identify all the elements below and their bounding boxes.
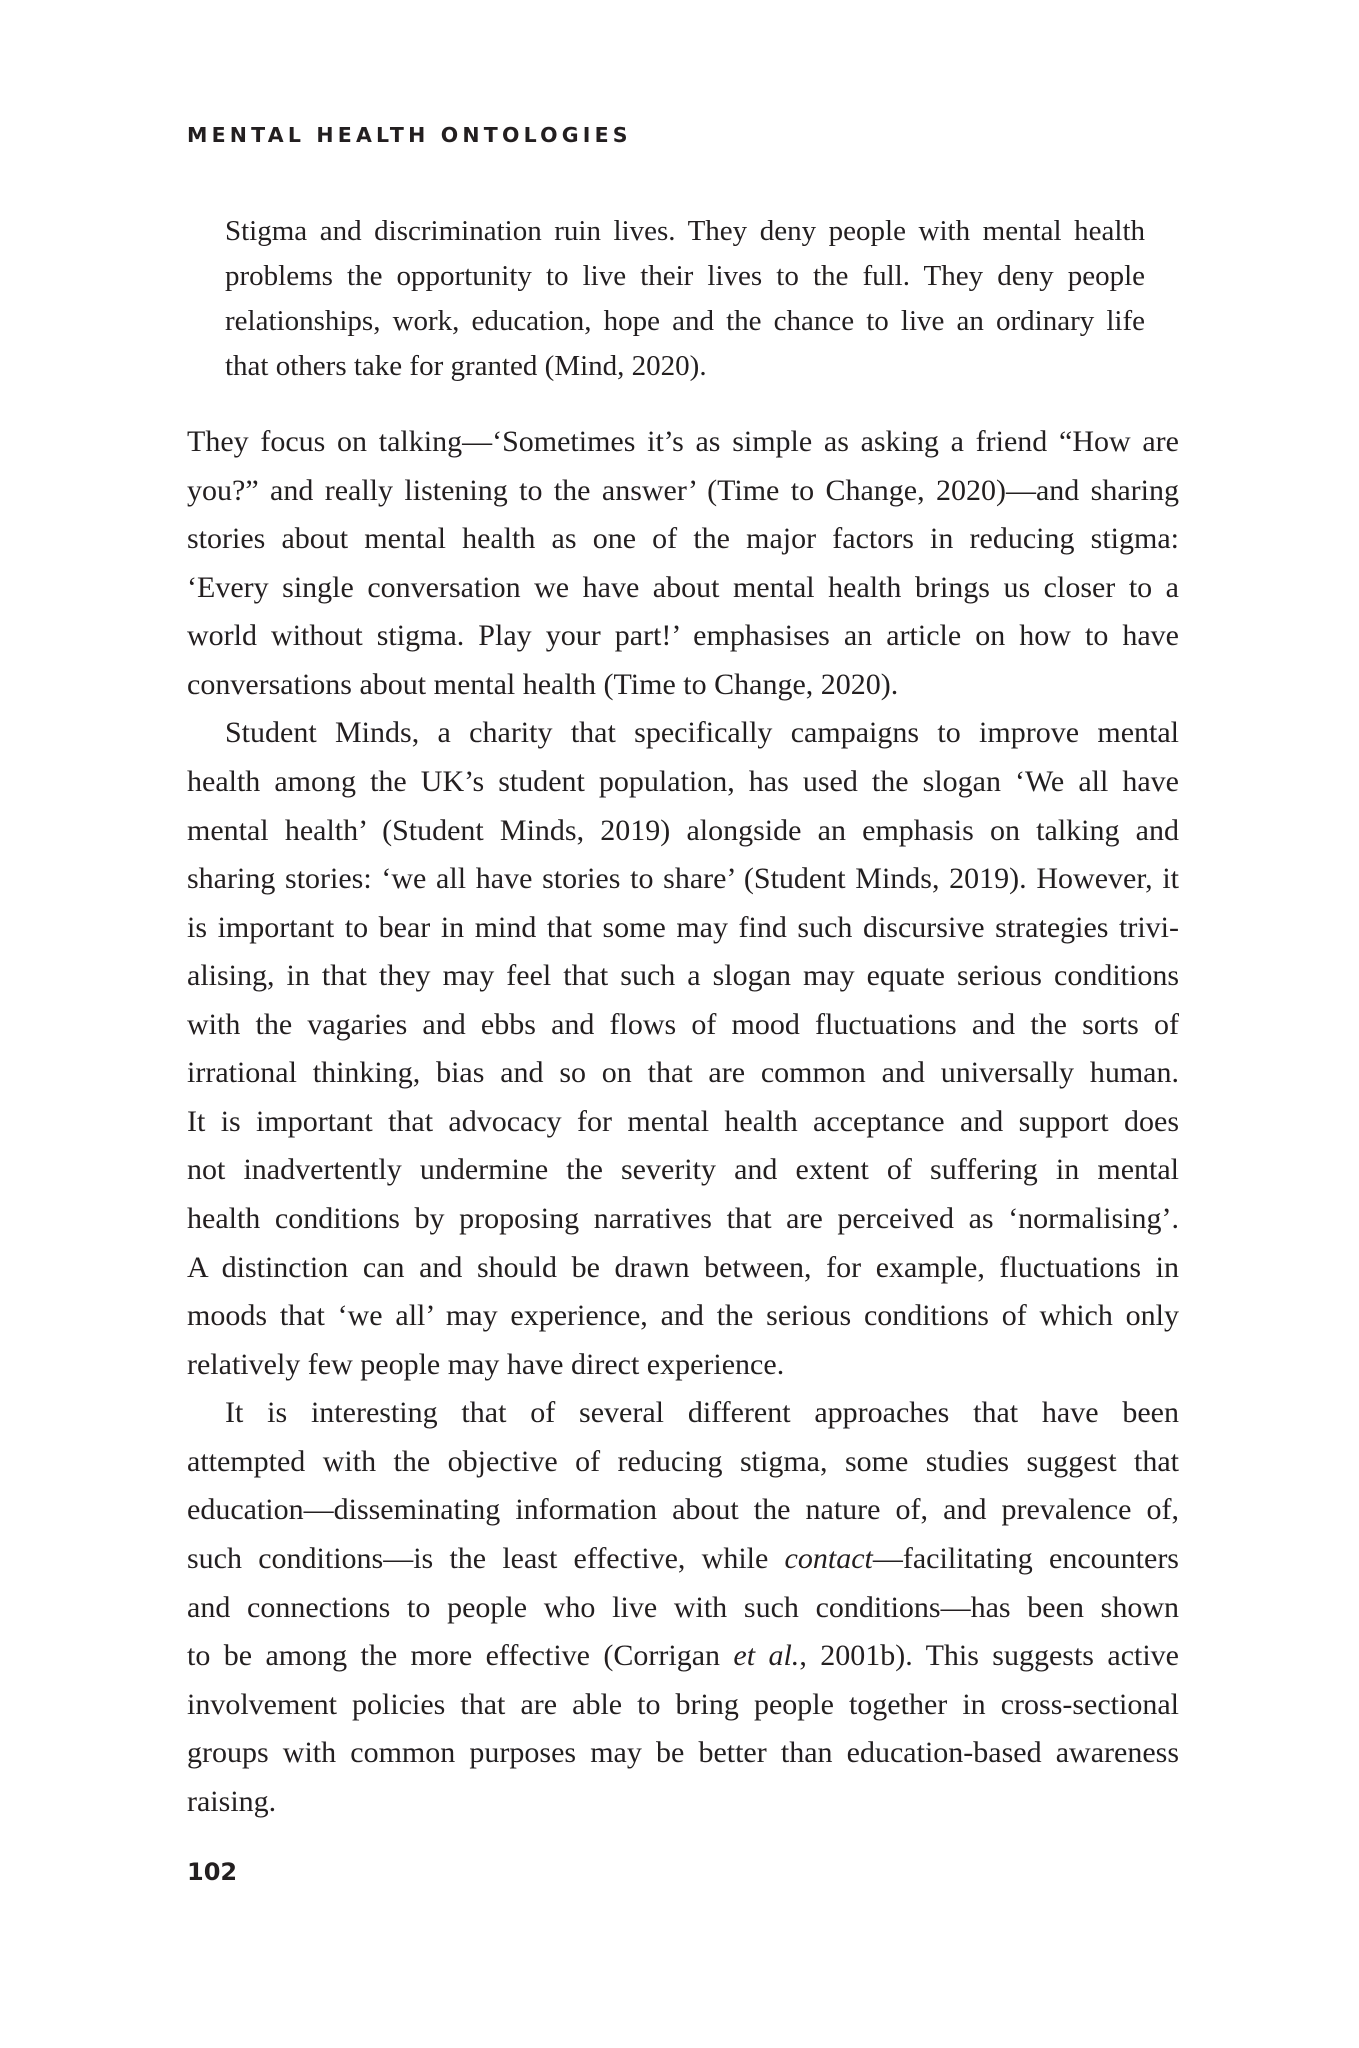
text-line	[187, 1049, 1179, 1098]
text-line	[187, 564, 1179, 613]
text-line	[187, 1001, 1179, 1050]
text-line	[187, 952, 1179, 1001]
text-line	[187, 1244, 1179, 1293]
quote-line	[225, 299, 1145, 344]
text-run: world without stigma. Play your part!’ emphasises an article on how to have	[187, 619, 1179, 653]
text-run: stories about mental health as one of the major factors in reducing stigma:	[187, 522, 1179, 556]
text-line	[187, 807, 1179, 856]
running-head: MENTAL HEALTH ONTOLOGIES	[187, 123, 632, 147]
quote-line	[225, 254, 1145, 299]
quote-line	[225, 344, 1145, 389]
text-line	[187, 904, 1179, 953]
text-line	[187, 1486, 1179, 1535]
paragraph	[187, 709, 1179, 1389]
text-line	[187, 1535, 1179, 1584]
body-text	[187, 418, 1179, 1826]
text-line	[187, 1632, 1179, 1681]
text-run: health conditions by proposing narratives that are perceived as ‘normalising’.	[187, 1202, 1179, 1235]
text-line	[187, 467, 1179, 516]
text-line	[187, 855, 1179, 904]
text-run: relatively few people may have direct experience.	[187, 1347, 785, 1381]
text-run: attempted with the objective of reducing stigma, some studies suggest that	[187, 1444, 1179, 1478]
text-run: —facilitating encounters	[872, 1541, 1179, 1575]
paragraph	[187, 1389, 1179, 1826]
text-line	[187, 612, 1179, 661]
text-line	[187, 1584, 1179, 1633]
text-line	[187, 758, 1179, 807]
text-run: It is important that advocacy for mental health acceptance and support does	[187, 1104, 1179, 1138]
block-quote	[225, 209, 1145, 389]
quote-line	[225, 209, 1145, 254]
italic-text: contact	[784, 1541, 873, 1575]
text-run: It is interesting that of several different approaches that have been	[225, 1396, 1179, 1430]
text-run: not inadvertently undermine the severity and extent of suffering in mental	[187, 1153, 1179, 1187]
text-line	[187, 1098, 1179, 1147]
text-run: and connections to people who live with such conditions—has been shown	[187, 1590, 1179, 1624]
text-line	[187, 1292, 1179, 1341]
text-run: that others take for granted (Mind, 2020).	[225, 350, 707, 382]
text-line	[187, 1729, 1179, 1778]
text-line	[187, 1438, 1179, 1487]
text-run: irrational thinking, bias and so on that are common and universally human.	[187, 1056, 1179, 1090]
text-run: They focus on talking—‘Sometimes it’s as simple as asking a friend “How are	[187, 425, 1179, 458]
text-run: mental health’ (Student Minds, 2019) alongside an emphasis on talking and	[187, 813, 1179, 847]
italic-text: et al.	[733, 1639, 800, 1673]
text-run: Student Minds, a charity that specifically campaigns to improve mental	[225, 716, 1179, 750]
text-run: health among the UK’s student population, has used the slogan ‘We all have	[187, 764, 1179, 798]
text-run: involvement policies that are able to bring people together in cross-sectional	[187, 1687, 1179, 1721]
text-run: you?” and really listening to the answer’ (Time to Change, 2020)—and sharing	[187, 473, 1179, 507]
page-number: 102	[187, 1858, 238, 1886]
text-run: Stigma and discrimination ruin lives. They deny people with mental health	[225, 215, 1145, 247]
paragraph	[187, 418, 1179, 709]
text-line	[187, 1681, 1179, 1730]
text-run: ‘Every single conversation we have about mental health brings us closer to a	[187, 570, 1179, 604]
text-run: groups with common purposes may be better than education-based awareness	[187, 1736, 1179, 1770]
text-line	[187, 1195, 1179, 1244]
text-run: with the vagaries and ebbs and flows of mood fluctuations and the sorts of	[187, 1007, 1179, 1041]
text-run: problems the opportunity to live their lives to the full. They deny people	[225, 260, 1145, 292]
text-run: alising, in that they may feel that such a slogan may equate serious conditions	[187, 959, 1179, 993]
text-run: conversations about mental health (Time to Change, 2020).	[187, 667, 899, 701]
text-run: to be among the more effective (Corrigan	[187, 1639, 734, 1673]
text-run: such conditions—is the least effective, while	[187, 1541, 785, 1575]
text-run: A distinction can and should be drawn between, for example, fluctuations in	[187, 1250, 1179, 1284]
text-line	[187, 515, 1179, 564]
text-line	[187, 418, 1179, 467]
text-line	[187, 1778, 1179, 1827]
text-run: is important to bear in mind that some may find such discursive strategies trivi-	[187, 910, 1179, 944]
text-run: , 2001b). This suggests active	[799, 1639, 1179, 1673]
text-line	[187, 1389, 1179, 1438]
text-line	[187, 709, 1179, 758]
text-run: education—disseminating information about the nature of, and prevalence of,	[187, 1493, 1179, 1527]
text-line	[187, 1341, 1179, 1390]
text-line	[187, 1146, 1179, 1195]
text-run: sharing stories: ‘we all have stories to share’ (Student Minds, 2019). However, it	[187, 862, 1179, 896]
text-run: raising.	[187, 1784, 277, 1818]
text-run: relationships, work, education, hope and the chance to live an ordinary life	[225, 305, 1145, 337]
text-line	[187, 661, 1179, 710]
text-run: moods that ‘we all’ may experience, and the serious conditions of which only	[187, 1299, 1179, 1333]
